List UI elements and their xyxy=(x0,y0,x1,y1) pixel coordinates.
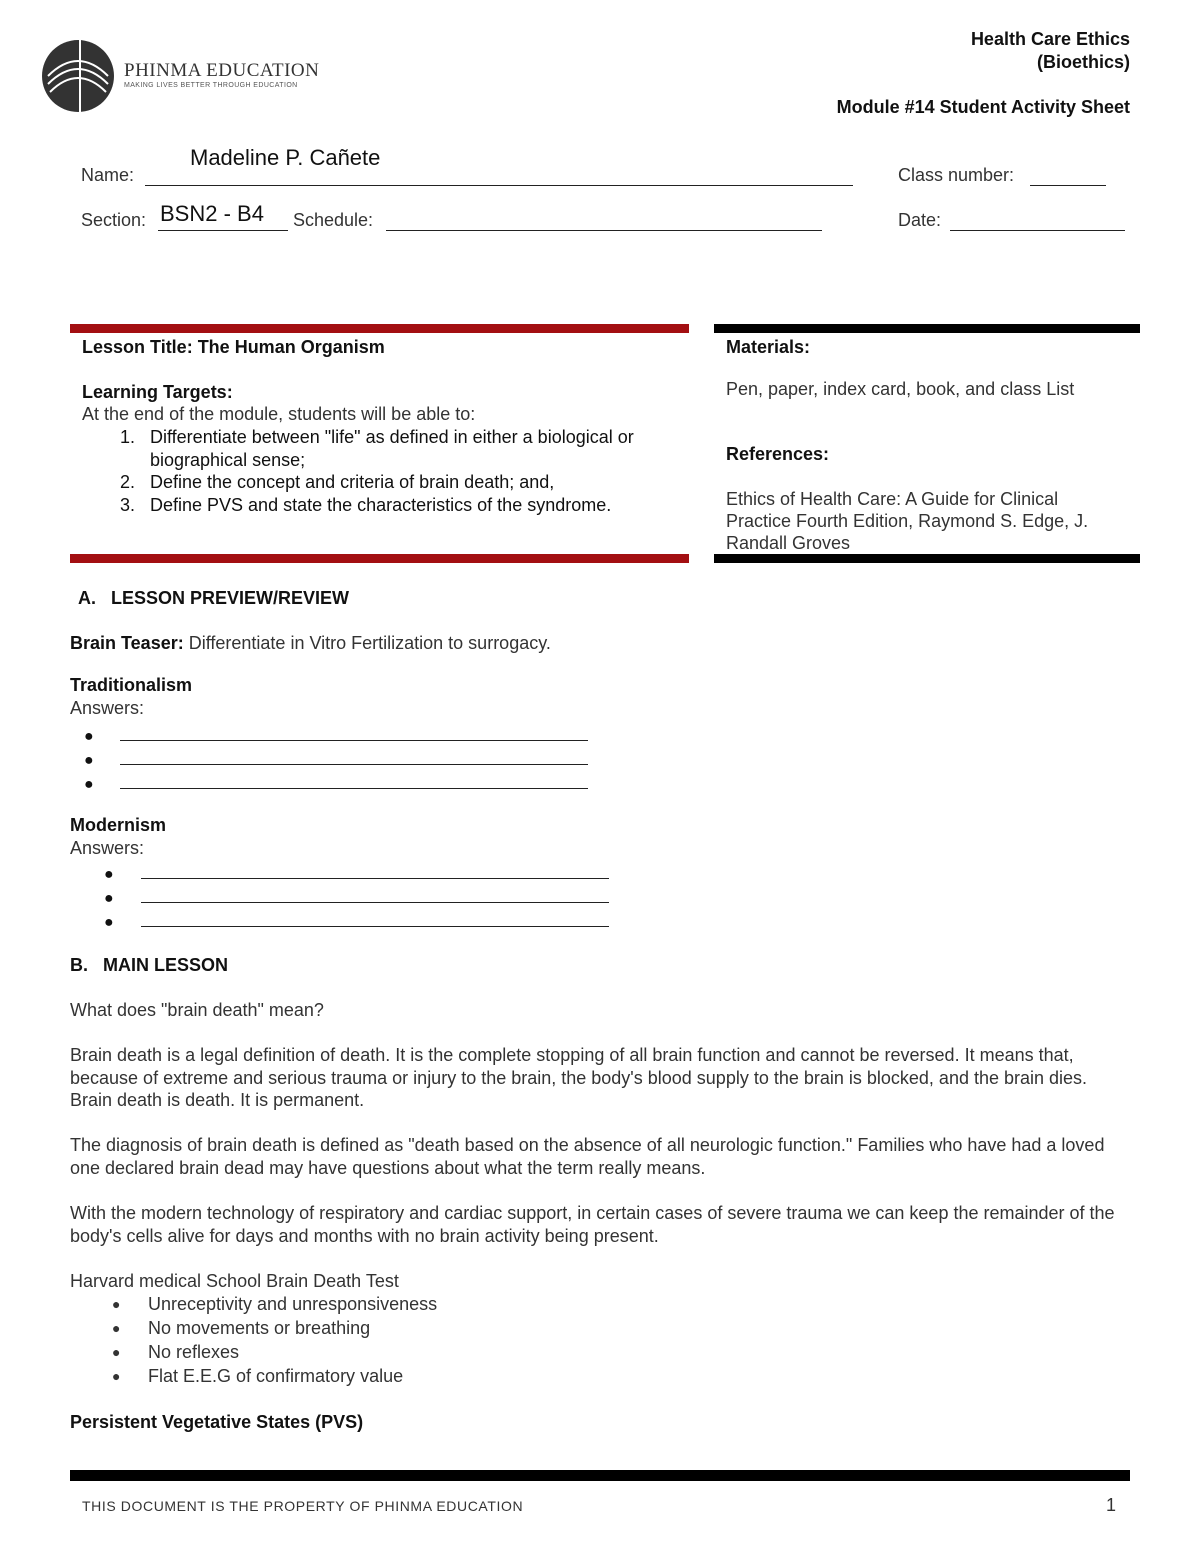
bullet-icon: ● xyxy=(112,1296,121,1312)
section-value[interactable]: BSN2 - B4 xyxy=(160,201,264,226)
bullet-icon: ● xyxy=(104,866,114,883)
harvard-criteria-list xyxy=(70,1292,770,1388)
paragraph-3: With the modern technology of respiratory and cardiac support, in certain cases of severe trauma we can keep the remainder of the body's cells alive for days and months with no brain activity being present. xyxy=(70,1203,1115,1246)
bullet-icon: ● xyxy=(112,1320,121,1336)
name-value[interactable]: Madeline P. Cañete xyxy=(190,145,381,170)
property-notice: THIS DOCUMENT IS THE PROPERTY OF PHINMA EDUCATION xyxy=(82,1498,524,1514)
modernism-answer-list xyxy=(104,861,624,933)
learning-targets-list xyxy=(60,426,680,516)
answer-item xyxy=(84,723,604,747)
lesson-box-bottom-bar xyxy=(70,554,689,563)
harvard-heading: Harvard medical School Brain Death Test xyxy=(70,1271,399,1291)
bullet-icon: ● xyxy=(84,728,94,745)
modernism-heading: Modernism xyxy=(70,815,167,835)
bullet-icon: ● xyxy=(112,1344,121,1360)
course-line-2: (Bioethics) xyxy=(1036,52,1130,72)
answer-blank[interactable] xyxy=(141,902,609,903)
date-label: Date: xyxy=(898,210,942,230)
materials-box-top-bar xyxy=(714,324,1140,333)
answer-item xyxy=(84,747,604,771)
brain-teaser xyxy=(70,632,551,654)
org-tagline: MAKING LIVES BETTER THROUGH EDUCATION xyxy=(124,82,298,89)
schedule-field[interactable] xyxy=(386,230,822,231)
brain-teaser-text: Differentiate in Vitro Fertilization to surrogacy. xyxy=(183,633,551,653)
answers-label: Answers: xyxy=(70,838,145,858)
answer-item xyxy=(84,771,604,795)
references-heading: References: xyxy=(726,444,830,464)
learning-target-item: 2. Define the concept and criteria of brain death; and, xyxy=(140,471,680,494)
brain-teaser-label: Brain Teaser: xyxy=(70,633,184,653)
materials-text: Pen, paper, index card, book, and class List xyxy=(726,379,1075,399)
criteria-item: ● No reflexes xyxy=(112,1342,240,1362)
traditionalism-heading: Traditionalism xyxy=(70,675,193,695)
class-number-label: Class number: xyxy=(898,165,1015,185)
bullet-icon: ● xyxy=(104,914,114,931)
criteria-item: ● No movements or breathing xyxy=(112,1318,371,1338)
answer-item xyxy=(104,885,624,909)
traditionalism-answer-list xyxy=(84,723,604,795)
criteria-item: ● Unreceptivity and unresponsiveness xyxy=(112,1294,438,1314)
answer-item xyxy=(104,909,624,933)
page-number: 1 xyxy=(1105,1495,1116,1515)
bullet-icon: ● xyxy=(104,890,114,907)
materials-heading: Materials: xyxy=(726,337,811,357)
paragraph-2: The diagnosis of brain death is defined as "death based on the absence of all neurologic function." Families who have had a loved one declared brain dead may have questions about what the term really means. xyxy=(70,1135,1105,1178)
answer-blank[interactable] xyxy=(141,926,609,927)
learning-target-item: 1. Differentiate between "life" as defined in either a biological or biographical sense; xyxy=(140,426,680,471)
section-b-heading: B. MAIN LESSON xyxy=(70,955,229,975)
learning-target-item: 3. Define PVS and state the characteristics of the syndrome. xyxy=(140,494,680,517)
name-label: Name: xyxy=(81,165,135,185)
answer-item xyxy=(104,861,624,885)
org-name: PHINMA EDUCATION xyxy=(124,60,320,81)
date-field[interactable] xyxy=(950,230,1125,231)
section-a-heading: A. LESSON PREVIEW/REVIEW xyxy=(78,588,350,608)
section-label: Section: xyxy=(81,210,147,230)
paragraph-1: Brain death is a legal definition of death. It is the complete stopping of all brain function and cannot be reversed. It means that, because of extreme and serious trauma or injury to the brain, the body's blood supply to the brain is blocked, and the brain dies. Brain death is death. It is permanent. xyxy=(70,1045,1088,1111)
section-field-line[interactable] xyxy=(158,230,288,231)
module-title: Module #14 Student Activity Sheet xyxy=(836,97,1130,117)
bullet-icon: ● xyxy=(84,776,94,793)
schedule-label: Schedule: xyxy=(293,210,374,230)
answer-blank[interactable] xyxy=(120,764,588,765)
lesson-box-top-bar xyxy=(70,324,689,333)
learning-targets-heading: Learning Targets: xyxy=(82,382,233,402)
bullet-icon: ● xyxy=(112,1368,121,1384)
brain-death-question: What does "brain death" mean? xyxy=(70,1000,324,1020)
answer-blank[interactable] xyxy=(141,878,609,879)
footer-bar xyxy=(70,1470,1130,1481)
lesson-title: Lesson Title: The Human Organism xyxy=(82,337,385,357)
name-field-line[interactable] xyxy=(145,185,853,186)
answer-blank[interactable] xyxy=(120,740,588,741)
class-number-field[interactable] xyxy=(1030,185,1106,186)
criteria-item: ● Flat E.E.G of confirmatory value xyxy=(112,1366,404,1386)
learning-targets-intro: At the end of the module, students will be able to: xyxy=(82,404,476,424)
answer-blank[interactable] xyxy=(120,788,588,789)
bullet-icon: ● xyxy=(84,752,94,769)
course-line-1: Health Care Ethics xyxy=(970,29,1130,49)
references-text: Ethics of Health Care: A Guide for Clinical Practice Fourth Edition, Raymond S. Edge, J. Randall Groves xyxy=(726,489,1089,553)
course-title xyxy=(971,28,1130,74)
pvs-heading: Persistent Vegetative States (PVS) xyxy=(70,1412,364,1432)
materials-box-bottom-bar xyxy=(714,554,1140,563)
answers-label: Answers: xyxy=(70,698,145,718)
